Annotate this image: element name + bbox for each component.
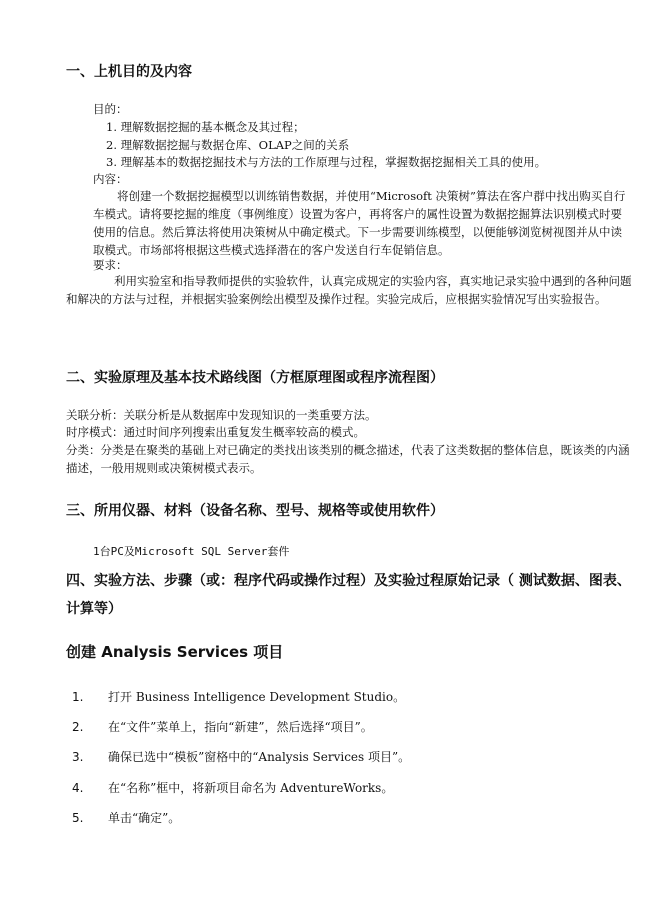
association-analysis-text: 关联分析：关联分析是从数据库中发现知识的一类重要方法。 xyxy=(66,408,377,422)
purpose-item-2 xyxy=(106,137,349,154)
purpose-item-text: 理解数据挖掘与数据仓库、OLAP之间的关系 xyxy=(120,138,350,152)
requirements-label: 要求： xyxy=(93,258,128,272)
step-number: 5. xyxy=(72,811,84,825)
section-4-title-line2: 计算等） xyxy=(66,601,122,617)
purpose-item-3 xyxy=(106,154,546,171)
step-text: 单击“确定”。 xyxy=(108,811,181,825)
purpose-item-num: 1. xyxy=(106,120,117,134)
step-text: 打开 Business Intelligence Development Studio。 xyxy=(108,690,406,704)
purpose-item-1 xyxy=(106,119,305,136)
purpose-label: 目的： xyxy=(93,102,128,116)
purpose-item-text: 理解数据挖掘的基本概念及其过程； xyxy=(120,120,305,134)
step-number: 4. xyxy=(72,781,84,795)
step-1 xyxy=(72,686,405,705)
requirements-paragraph: 利用实验室和指导教师提供的实验软件，认真完成规定的实验内容，真实地记录实验中遇到的各种问题和解决的方法与过程，并根据实验案例绘出模型及操作过程。实验完成后，应根据实验情况写出实验报告。 xyxy=(66,274,632,306)
section-2-title: 二、实验原理及基本技术路线图（方框原理图或程序流程图） xyxy=(66,370,444,386)
step-text: 在“文件”菜单上，指向“新建”，然后选择“项目”。 xyxy=(108,720,373,734)
step-number: 1. xyxy=(72,690,84,704)
step-2 xyxy=(72,716,373,735)
step-text: 确保已选中“模板”窗格中的“Analysis Services 项目”。 xyxy=(108,750,411,764)
section-3-title: 三、所用仪器、材料（设备名称、型号、规格等或使用软件） xyxy=(66,503,444,519)
step-5 xyxy=(72,807,180,826)
section-1-title: 一、上机目的及内容 xyxy=(66,64,192,80)
section-4-title-line1: 四、实验方法、步骤（或：程序代码或操作过程）及实验过程原始记录（ 测试数据、图表、 xyxy=(66,573,631,589)
sequence-pattern-text: 时序模式：通过时间序列搜索出重复发生概率较高的模式。 xyxy=(66,425,365,439)
equipment-text: 1台PC及Microsoft SQL Server套件 xyxy=(93,545,290,558)
content-paragraph: 将创建一个数据挖掘模型以训练销售数据，并使用“Microsoft 决策树”算法在客户群中找出购买自行车模式。请将要挖掘的维度（事例维度）设置为客户，再将客户的属性设置为数据挖掘算法识别模式时要使用的信息。然后算法将使用决策树从中确定模式。下一步需要训练模型，以便能够浏览树视图并从中读取模式。市场部将根据这些模式选择潜在的客户发送自行车促销信息。 xyxy=(93,189,626,257)
classification-text: 分类：分类是在聚类的基础上对已确定的类找出该类别的概念描述，代表了这类数据的整体信息，既该类的内涵描述，一般用规则或决策树模式表示。 xyxy=(66,443,630,475)
step-number: 3. xyxy=(72,750,84,764)
purpose-item-num: 2. xyxy=(106,138,117,152)
purpose-item-text: 理解基本的数据挖掘技术与方法的工作原理与过程，掌握数据挖掘相关工具的使用。 xyxy=(120,155,547,169)
content-label: 内容： xyxy=(93,172,128,186)
step-number: 2. xyxy=(72,720,84,734)
project-title: 创建 Analysis Services 项目 xyxy=(66,643,284,661)
step-text: 在“名称”框中，将新项目命名为 AdventureWorks。 xyxy=(108,781,394,795)
step-3 xyxy=(72,746,410,765)
purpose-item-num: 3. xyxy=(106,155,117,169)
step-4 xyxy=(72,777,393,796)
